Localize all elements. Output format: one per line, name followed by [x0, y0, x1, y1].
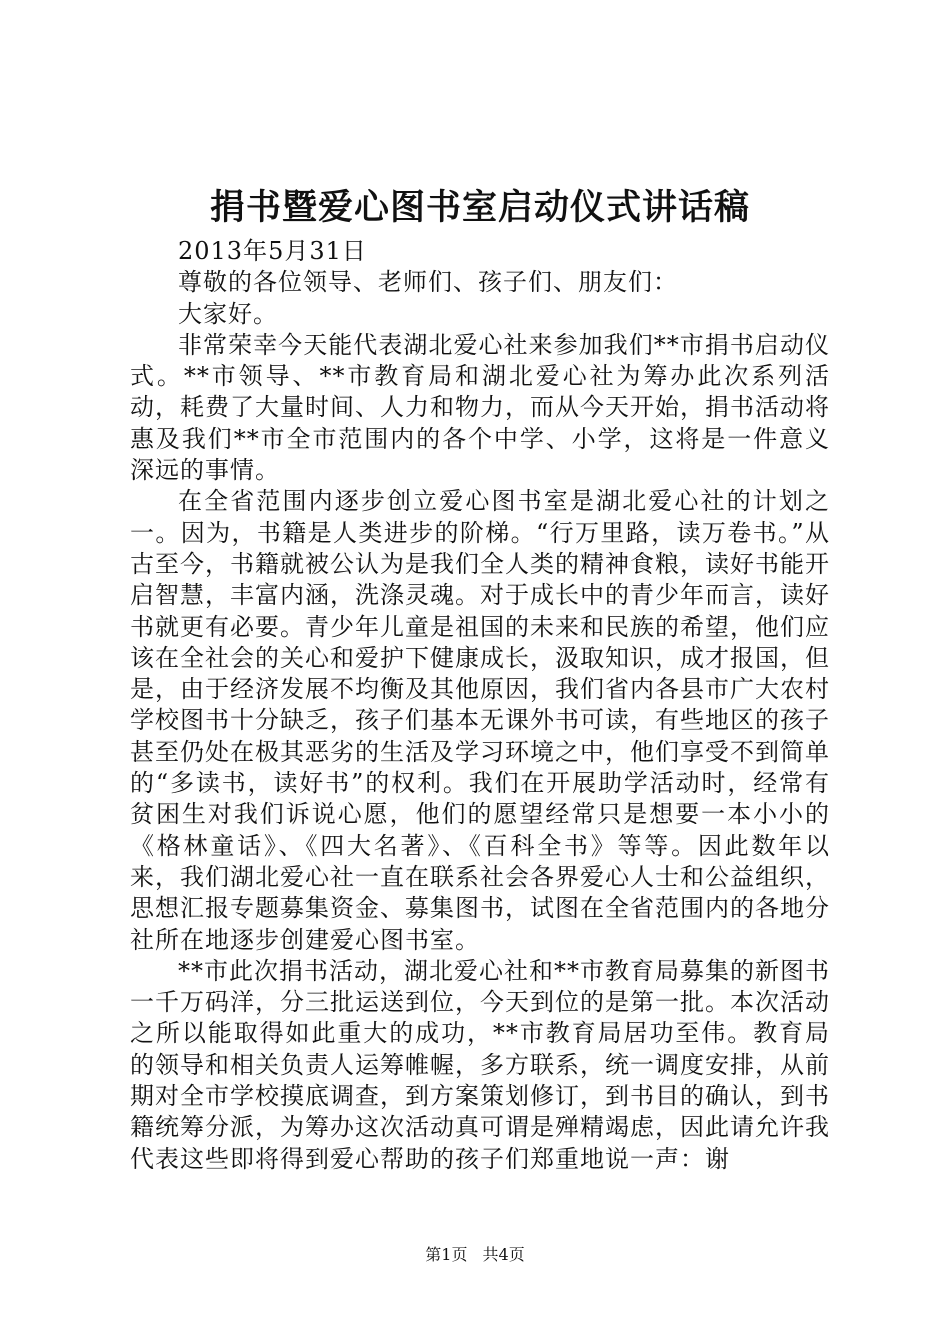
document-date: 2013年5月31日	[178, 237, 367, 265]
paragraph: 在全省范围内逐步创立爱心图书室是湖北爱心社的计划之一。因为，书籍是人类进步的阶梯。“行万里路，读万卷书。”从古至今，书籍就被公认为是我们全人类的精神食粮，读好书能开启智慧，丰富内涵，洗涤灵魂。对于成长中的青少年而言，读好书就更有必要。青少年儿童是祖国的未来和民族的希望，他们应该在全社会的关心和爱护下健康成长，汲取知识，成才报国，但是，由于经济发展不均衡及其他原因，我们省内各县市广大农村学校图书十分缺乏，孩子们基本无课外书可读，有些地区的孩子甚至仍处在极其恶劣的生活及学习环境之中，他们享受不到简单的“多读书，读好书”的权利。我们在开展助学活动时，经常有贫困生对我们诉说心愿，他们的愿望经常只是想要一本小小的《格林童话》、《四大名著》、《百科全书》等等。因此数年以来，我们湖北爱心社一直在联系社会各界爱心人士和公益组织，思想汇报专题募集资金、募集图书，试图在全省范围内的各地分社所在地逐步创建爱心图书室。	[130, 487, 830, 954]
greeting: 大家好。	[178, 299, 278, 328]
document-body	[130, 236, 830, 1175]
paragraph: 非常荣幸今天能代表湖北爱心社来参加我们**市捐书启动仪式。**市领导、**市教育局和湖北爱心社为筹办此次系列活动，耗费了大量时间、人力和物力，而从今天开始，捐书活动将惠及我们**市全市范围内的各个中学、小学，这将是一件意义深远的事情。	[130, 330, 830, 485]
paragraph: **市此次捐书活动，湖北爱心社和**市教育局募集的新图书一千万码洋，分三批运送到位，今天到位的是第一批。本次活动之所以能取得如此重大的成功，**市教育局居功至伟。教育局的领导和相关负责人运筹帷幄，多方联系，统一调度安排，从前期对全市学校摸底调查，到方案策划修订，到书目的确认，到书籍统筹分派，为筹办这次活动真可谓是殚精竭虑，因此请允许我代表这些即将得到爱心帮助的孩子们郑重地说一声：谢	[130, 956, 830, 1173]
page-number: 第1页	[425, 1245, 468, 1264]
page-total: 共4页	[482, 1245, 525, 1264]
salutation: 尊敬的各位领导、老师们、孩子们、朋友们：	[178, 268, 678, 297]
page-footer	[0, 1244, 950, 1266]
document-title: 捐书暨爱心图书室启动仪式讲话稿	[209, 188, 750, 228]
